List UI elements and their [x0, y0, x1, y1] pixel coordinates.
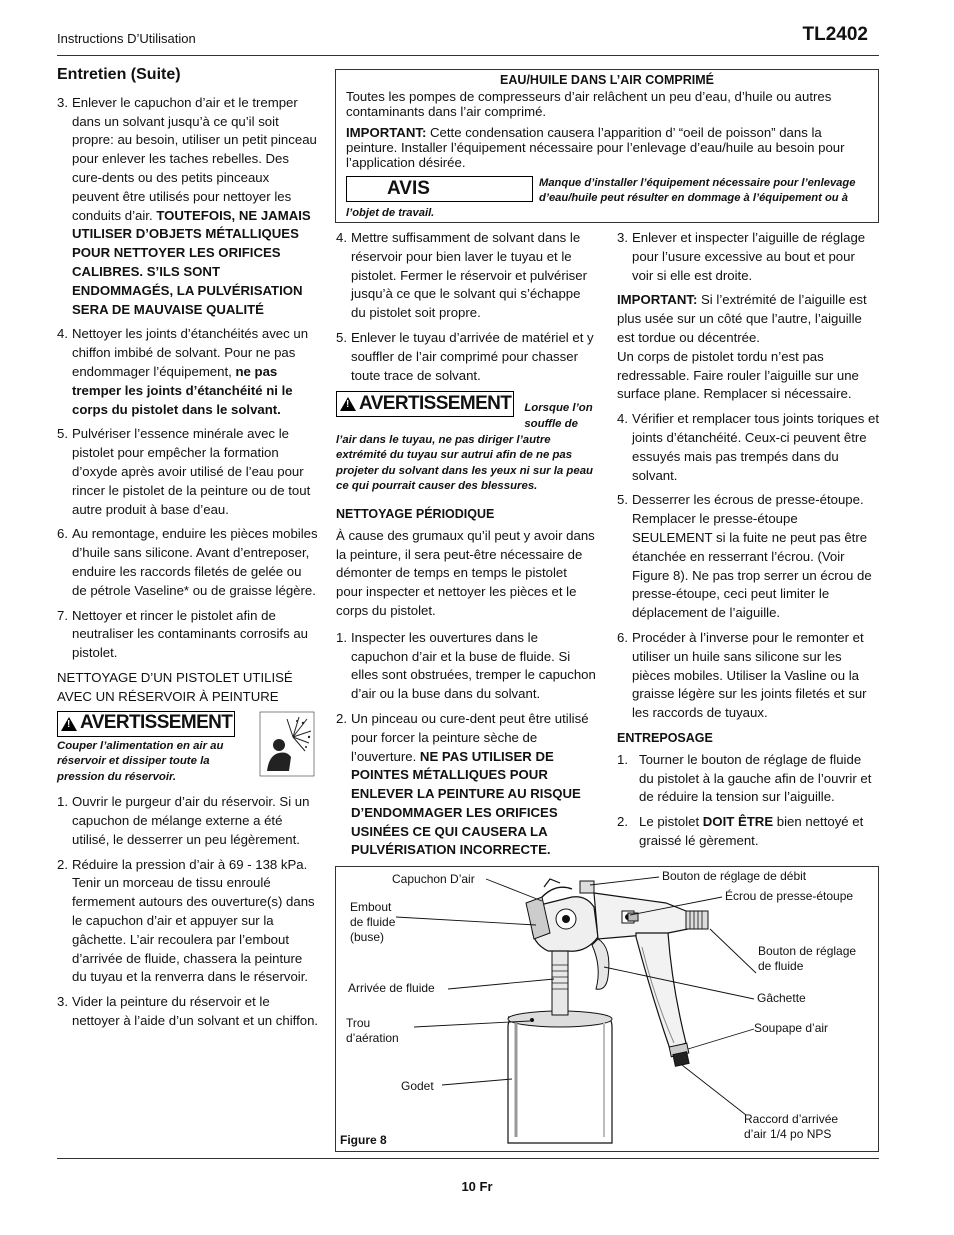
list-item: 5. Pulvériser l’essence minérale avec le pistolet pour empêcher la formation d’oxyde après avoir utilisé de l’eau pour rincer le pistolet de la peinture ou de tout autre produit à base d’eau. [57, 426, 311, 517]
label-fluid-inlet: Arrivée de fluide [348, 981, 435, 995]
paragraph: Un corps de pistolet tordu n’est pas redressable. Faire rouler l’aiguille sur une surface plane. Remplacer si nécessaire. [617, 348, 859, 402]
warning-text: Lorsque l’on souffle de l’air dans le tuyau, ne pas diriger l’autre extrémité du tuyau sur autrui afin de ne pas projeter du solvant dans les yeux ni sur la peau ce qui pourrait causer des blessures. [336, 402, 594, 493]
list-item: 5. Desserrer les écrous de presse-étoupe. Remplacer le presse-étoupe SEULEMENT si la fuite ne peut pas être étanchée en resserrant l’écrou. (Voir Figure 8). Ne pas trop serrer un écrou de presse-étoupe, ceci peut limiter le déplacement de l’aiguille. [617, 492, 872, 621]
right-column [617, 229, 879, 857]
page-number: 10 Fr [461, 1179, 493, 1194]
list-item: 1. Tourner le bouton de réglage de fluide du pistolet à la gauche afin de l’ouvrir et de réduire la tension sur l’aiguille. [617, 751, 872, 805]
list-item: 1. Ouvrir le purgeur d’air du réservoir. Si un capuchon de mélange externe a été utilisé, le desserrer un peu légèrement. [57, 794, 310, 847]
section-heading: Entretien (Suite) [57, 66, 181, 83]
notice-title: EAU/HUILE DANS L’AIR COMPRIMÉ [500, 73, 714, 87]
paragraph: À cause des grumaux qu’il peut y avoir dans la peinture, il sera peut-être nécessaire de démonter de temps en temps le pistolet pour inspecter et nettoyer les pièces et le corps du pistolet. [336, 527, 595, 618]
subheading: NETTOYAGE D’UN PISTOLET UTILISÉ AVEC UN RÉSERVOIR À PEINTURE [57, 669, 293, 704]
pressure-burst-icon [259, 711, 315, 777]
list-item: 1. Inspecter les ouvertures dans le capuchon d’air et la buse de fluide. Si elles sont obstruées, tremper le capuchon d’air ou la buse dans du solvant. [336, 629, 596, 702]
header-title: Instructions D’Utilisation [57, 31, 196, 46]
warning-badge: ! AVERTISSEMENT [57, 711, 235, 737]
list-item: 3. Enlever et inspecter l’aiguille de réglage pour l’usure excessive au bout et pour voir si elle est droite. [617, 230, 866, 283]
figure-8 [335, 866, 879, 1152]
water-oil-notice-box [335, 69, 879, 223]
list-item: 6. Au remontage, enduire les pièces mobiles d’huile sans silicone. Avant d’entreposer, enduire les raccords filetés de gelée ou de pétrole Vaseline* ou de graisse légère. [57, 526, 318, 598]
list-item: 2. Le pistolet DOIT ÊTRE bien nettoyé et graissé lé gèrement. [617, 814, 864, 848]
important-note: IMPORTANT: Si l’extrémité de l’aiguille est plus usée sur un côté que l’autre, l’aiguille est tordue ou décentrée. [617, 292, 867, 345]
list-item: 2. Réduire la pression d’air à 69 - 138 kPa. Tenir un morceau de tissu enroulé fermement autours des ouverture(s) dans le capuchon d’air et appuyer sur la gâchette. L’air recoulera par l’embout d’arrivée de fluide, chassera la peinture du tuyau et la renverra dans le réservoir. [57, 856, 315, 985]
label-vent-hole: Trou d’aération [346, 1016, 399, 1045]
avis-block [346, 176, 868, 221]
label-air-valve: Soupape d’air [754, 1021, 829, 1035]
warning-badge: ! AVERTISSEMENT [336, 391, 514, 417]
list-item: 4. Nettoyer les joints d’étanchéités avec un chiffon imbibé de solvant. Pour ne pas endommager l’équipement, ne pas tremper les joints d’étanchéité ni le corps du pistolet dans le solvant. [57, 326, 309, 417]
warning-block [336, 391, 596, 495]
notice-paragraph: Toutes les pompes de compresseurs d’air relâchent un peu d’eau, d’huile ou autres contaminants dans l’air comprimé. [346, 89, 832, 119]
warning-triangle-icon: ! [61, 717, 77, 731]
label-trigger: Gâchette [757, 991, 806, 1005]
notice-important: IMPORTANT: Cette condensation causera l’apparition d’ “oeil de poisson” dans la peinture. Installer l’équipement nécessaire pour l’enlevage d’eau/huile au besoin pour l’application désirée. [346, 125, 845, 170]
left-column [57, 66, 319, 1037]
label-fluid-nozzle: Embout de fluide (buse) [350, 900, 396, 944]
list-item: 7. Nettoyer et rincer le pistolet afin de neutraliser les contaminants corrosifs au pistolet. [57, 607, 309, 661]
list-item: 2. Un pinceau ou cure-dent peut être utilisé pour forcer la peinture sèche de l’ouverture. NE PAS UTILISER DE POINTES MÉTALLIQUES POUR ENLEVER LA PEINTURE AU RISQUE D’ENDOMMAGER LES ORIFICES USINÉES CE QUI CAUSERA LA PULVÉRISATION INCORRECTE. [336, 710, 589, 858]
label-air-cap: Capuchon D’air [392, 872, 475, 886]
label-air-fitting: Raccord d’arrivée d’air 1/4 po NPS [744, 1112, 839, 1141]
model-number: TL2402 [802, 24, 868, 45]
list-item: 4. Vérifier et remplacer tous joints toriques et joints d’étanchéité. Ceux-ci peuvent être essuyés mais pas trempés dans du solvant. [617, 411, 880, 483]
footer-rule [57, 1158, 879, 1159]
header-rule [57, 55, 879, 56]
warning-triangle-icon: ! [340, 397, 356, 411]
list-item: 6. Procéder à l’inverse pour le remonter et utiliser un huile sans silicone sur les pièces mobiles. Utiliser la Vasline ou la graisse légère sur les joints filetés et sur les raccords de tuyaux. [617, 629, 867, 721]
avis-badge: AVIS [346, 176, 533, 202]
list-item: 5. Enlever le tuyau d’arrivée de matériel et y souffler de l’air comprimé pour chasser toute trace de solvant. [336, 329, 594, 383]
list-item: 3. Enlever le capuchon d’air et le tremper dans un solvant jusqu’à ce qu’il soit propre: au besoin, utiliser un petit pinceau pour enlever les taches rebelles. Des cure-dents ou des petits pinceaux peuvent être utilisés pour nettoyer les conduits d’air. TOUTEFOIS, NE JAMAIS UTILISER D’OBJETS MÉTALLIQUES POUR NETTOYER LES ORIFICES CALIBRES. S’ILS SONT ENDOMMAGÉS, LA PULVÉRISATION SERA DE MAUVAISE QUALITÉ [57, 94, 317, 317]
label-packing-nut: Écrou de presse-étoupe [725, 889, 854, 903]
list-item: 3. Vider la peinture du réservoir et le nettoyer à l’aide d’un solvant et un chiffon. [57, 994, 319, 1029]
spray-gun-drawing [336, 867, 880, 1153]
subheading: ENTREPOSAGE [617, 730, 713, 745]
warning-block [57, 711, 319, 786]
label-fluid-knob: Bouton de réglage de fluide [758, 944, 857, 973]
list-item: 4. Mettre suffisamment de solvant dans le réservoir pour bien laver le tuyau et le pistolet. Fermer le réservoir et pulvériser jusqu’à ce que le solvant qui s’échappe du pistolet soit propre. [336, 230, 587, 321]
subheading: NETTOYAGE PÉRIODIQUE [336, 506, 495, 521]
label-cup: Godet [401, 1079, 434, 1093]
label-flow-knob: Bouton de réglage de débit [662, 869, 807, 883]
avis-text: Manque d’installer l’équipement nécessaire pour l’enlevage d’eau/huile peut résulter en dommage à l’équipement ou à l’objet de travail. [346, 177, 856, 219]
warning-text: Couper l’alimentation en air au réservoir et dissiper toute la pression du réservoir. [57, 739, 224, 783]
middle-column [336, 229, 596, 866]
figure-caption: Figure 8 [340, 1133, 387, 1147]
